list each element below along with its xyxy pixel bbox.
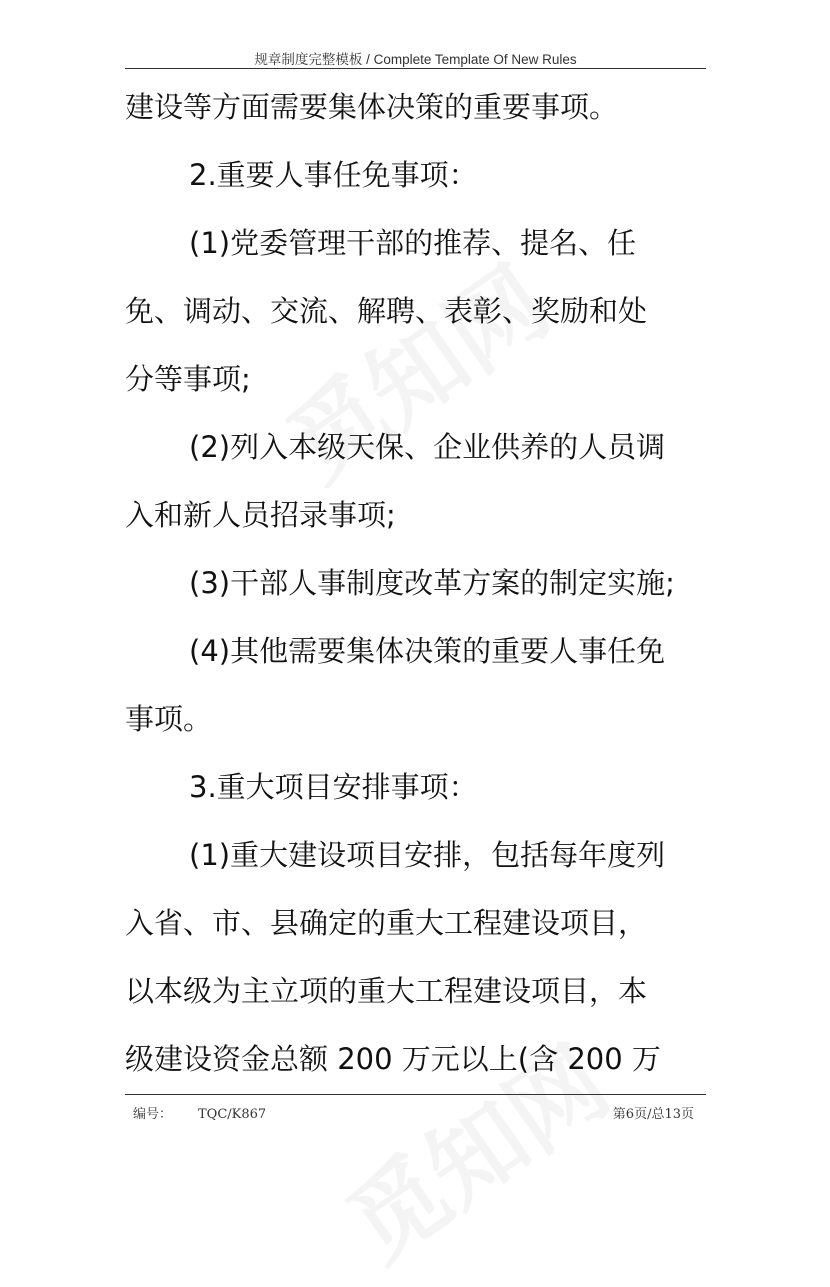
header-title: 规章制度完整模板 / Complete Template Of New Rules: [254, 52, 577, 67]
page-header: [125, 44, 706, 69]
page-footer: [125, 1094, 706, 1122]
paragraph-line: (3)干部人事制度改革方案的制定实施;: [189, 566, 675, 600]
section-heading: 2.重要人事任免事项：: [189, 158, 478, 192]
paragraph-line: 事项。: [125, 702, 213, 736]
paragraph-line: 分等事项;: [125, 362, 251, 396]
document-number-value: TQC/K867: [198, 1107, 267, 1122]
document-number-label: 编号：: [133, 1107, 173, 1122]
paragraph-line: 以本级为主立项的重大工程建设项目，本: [125, 974, 648, 1008]
paragraph-line: 免、调动、交流、解聘、表彰、奖励和处: [125, 294, 648, 328]
paragraph-line: 建设等方面需要集体决策的重要事项。: [125, 90, 619, 124]
paragraph-line: (4)其他需要集体决策的重要人事任免: [189, 634, 666, 668]
paragraph-line: 级建设资金总额 200 万元以上(含 200 万: [125, 1042, 661, 1076]
paragraph-line: 入和新人员招录事项;: [125, 498, 396, 532]
paragraph-line: (1)重大建设项目安排，包括每年度列: [189, 838, 666, 872]
document-number: [133, 1103, 266, 1122]
paragraph-line: 入省、市、县确定的重大工程建设项目，: [125, 906, 648, 940]
page-number: 第6页/总13页: [612, 1107, 694, 1122]
section-heading: 3.重大项目安排事项：: [189, 770, 478, 804]
document-body: [125, 78, 715, 1098]
paragraph-line: (1)党委管理干部的推荐、提名、任: [189, 226, 637, 260]
paragraph-line: (2)列入本级天保、企业供养的人员调: [189, 430, 666, 464]
